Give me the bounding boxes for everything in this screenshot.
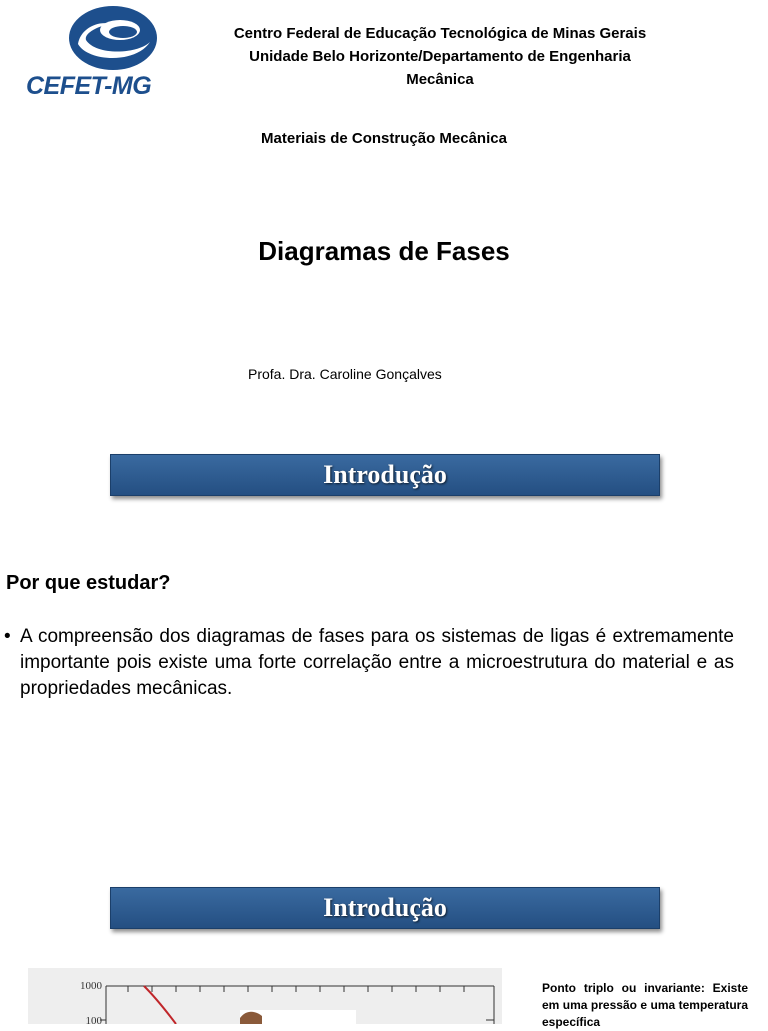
institution-line: Centro Federal de Educação Tecnológica de Minas Gerais [233,25,647,42]
institution-line: Unidade Belo Horizonte/Departamento de Engenharia [249,48,631,65]
phase-diagram-image [28,968,502,1024]
course-name: Materiais de Construção Mecânica [261,130,507,147]
banner-label: Introdução [323,893,447,922]
bullet-dot: • [4,626,11,647]
bullet-text: A compreensão dos diagramas de fases para os sistemas de ligas é extremamente importante pois existe uma forte correlação entre a microestrutura do material e as propriedades mecânicas. [20,626,734,699]
tick-label: 100 [85,1015,102,1024]
logo-emblem-icon [26,4,178,74]
institution-line: Mecânica [406,71,474,88]
triple-point-note: Ponto triplo ou invariante: Existe em uma pressão e uma temperatura específica [542,981,748,1029]
logo-wordmark: CEFET-MG [26,72,152,100]
cefet-mg-logo [26,4,178,100]
slide-title: Diagramas de Fases [258,236,510,266]
section-heading: Por que estudar? [6,572,171,594]
phase-diagram-figure [28,968,502,1024]
author-name: Profa. Dra. Caroline Gonçalves [248,366,442,382]
tick-label: 1000 [80,980,102,992]
banner-label: Introdução [323,460,447,489]
section-banner-2 [110,887,660,929]
institution-header [200,22,680,91]
bullet-item [4,624,734,702]
section-banner [110,454,660,496]
